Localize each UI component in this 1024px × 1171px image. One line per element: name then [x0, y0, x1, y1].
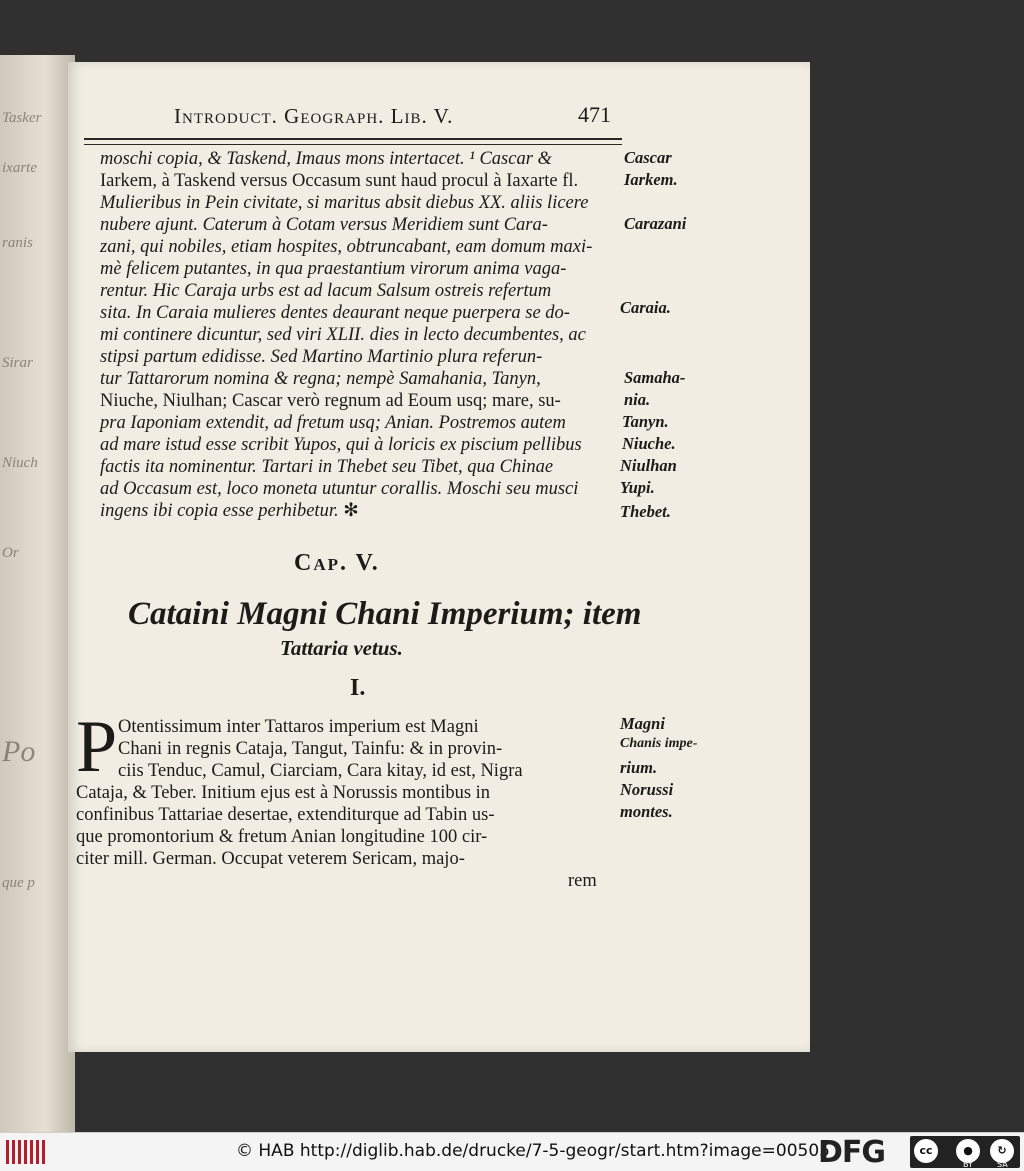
- section-line: citer mill. German. Occupat veterem Sericam, majo-: [76, 849, 465, 869]
- body-line: stipsi partum edidisse. Sed Martino Martinio plura referun-: [100, 347, 543, 367]
- section-line: ciis Tenduc, Camul, Ciarciam, Cara kitay, id est, Nigra: [118, 761, 523, 781]
- chapter-subtitle: Tattaria vetus.: [280, 636, 403, 660]
- header-rule: [84, 138, 622, 145]
- previous-page-edge: [0, 55, 75, 1132]
- asterisk-ornament: ✻: [343, 501, 359, 521]
- margin-note: Carazani: [624, 214, 687, 233]
- ghost-text: Po: [2, 735, 36, 768]
- body-line: ad Occasum est, loco moneta utuntur corallis. Moschi seu musci: [100, 479, 579, 499]
- section-line: Cataja, & Teber. Initium ejus est à Norussis montibus in: [76, 783, 491, 803]
- margin-note: rium.: [620, 758, 658, 777]
- section-number: I.: [350, 675, 366, 701]
- cc-license-badge[interactable]: [910, 1136, 1020, 1168]
- body-line: Niuche, Niulhan; Cascar verò regnum ad Eoum usq; mare, su-: [100, 391, 561, 411]
- body-line: sita. In Caraia mulieres dentes deaurant neque puerpera se do-: [100, 303, 570, 323]
- margin-note: Caraia.: [620, 298, 671, 317]
- viewer-footer: [0, 1132, 1024, 1171]
- drop-cap: P: [76, 706, 118, 788]
- body-line: mè felicem putantes, in qua praestantium virorum anima vaga-: [100, 259, 567, 279]
- body-line: zani, qui nobiles, etiam hospites, obtruncabant, eam domum maxi-: [100, 237, 593, 257]
- section-line: Otentissimum inter Tattaros imperium est Magni: [118, 717, 479, 737]
- body-line: Iarkem, à Taskend versus Occasum sunt haud procul à Iaxarte fl.: [100, 171, 579, 191]
- section-line: Chani in regnis Cataja, Tangut, Tainfu: & in provin-: [118, 739, 503, 759]
- ghost-text: Niuch: [2, 455, 38, 471]
- margin-note: Tanyn.: [622, 412, 669, 431]
- page-number: 471: [578, 102, 611, 127]
- margin-note: nia.: [624, 390, 651, 409]
- ghost-text: que p: [2, 875, 35, 891]
- margin-note: Samaha-: [624, 368, 686, 387]
- hab-logo-icon[interactable]: [6, 1140, 46, 1164]
- body-line: tur Tattarorum nomina & regna; nempè Samahania, Tanyn,: [100, 369, 541, 389]
- body-line: pra Iaponiam extendit, ad fretum usq; Anian. Postremos autem: [100, 413, 566, 433]
- margin-note: Magni: [620, 714, 665, 733]
- margin-note: Chanis impe-: [620, 736, 698, 751]
- chapter-title: Cataini Magni Chani Imperium; item: [128, 596, 642, 632]
- margin-note: Yupi.: [620, 478, 655, 497]
- body-line: rentur. Hic Caraja urbs est ad lacum Salsum ostreis refertum: [100, 281, 552, 301]
- body-line: moschi copia, & Taskend, Imaus mons intertacet. ¹ Cascar &: [100, 149, 552, 169]
- body-line: Mulieribus in Pein civitate, si maritus absit diebus XX. aliis licere: [100, 193, 589, 213]
- section-line: confinibus Tattariae desertae, extenditurque ad Tabin us-: [76, 805, 495, 825]
- margin-note: Niulhan: [620, 456, 677, 475]
- dfg-logo[interactable]: DFG: [818, 1135, 886, 1170]
- sa-label: SA: [997, 1160, 1008, 1169]
- running-head: Introduct. Geograph. Lib. V.: [174, 104, 454, 128]
- by-icon: ●: [956, 1139, 980, 1163]
- copyright-link[interactable]: © HAB http://diglib.hab.de/drucke/7-5-geogr/start.htm?image=00505: [236, 1141, 830, 1161]
- by-label: BY: [963, 1160, 973, 1169]
- ghost-text: ixarte: [2, 160, 37, 176]
- ghost-text: ranis: [2, 235, 33, 251]
- margin-note: montes.: [620, 802, 673, 821]
- margin-note: Cascar: [624, 148, 672, 167]
- margin-note: Iarkem.: [624, 170, 678, 189]
- body-line: ingens ibi copia esse perhibetur. ✻: [100, 501, 359, 521]
- book-page: [68, 62, 810, 1052]
- catchword: rem: [568, 871, 597, 891]
- sa-icon: ↻: [990, 1139, 1014, 1163]
- margin-note: Thebet.: [620, 502, 671, 521]
- body-line: nubere ajunt. Caterum à Cotam versus Meridiem sunt Cara-: [100, 215, 548, 235]
- margin-note: Norussi: [620, 780, 674, 799]
- section-line: que promontorium & fretum Anian longitudine 100 cir-: [76, 827, 488, 847]
- margin-note: Niuche.: [622, 434, 676, 453]
- chapter-label: Cap. V.: [294, 550, 380, 576]
- ghost-text: Tasker: [2, 110, 42, 126]
- body-line: factis ita nominentur. Tartari in Thebet seu Tibet, qua Chinae: [100, 457, 554, 477]
- cc-icon: cc: [914, 1139, 938, 1163]
- body-line: mi continere dicuntur, sed viri XLII. dies in lecto decumbentes, ac: [100, 325, 586, 345]
- ghost-text: Sirar: [2, 355, 33, 371]
- ghost-text: Or: [2, 545, 19, 561]
- body-line: ad mare istud esse scribit Yupos, qui à loricis ex piscium pellibus: [100, 435, 582, 455]
